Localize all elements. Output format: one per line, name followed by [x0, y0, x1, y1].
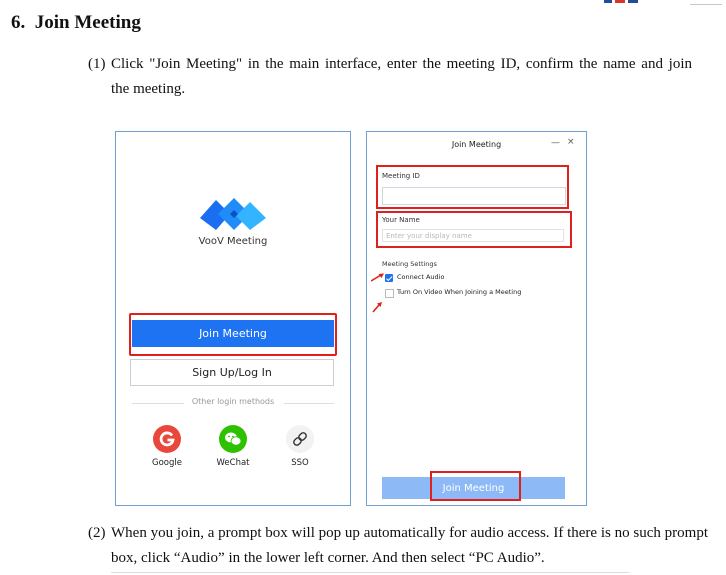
your-name-label: Your Name — [382, 216, 420, 224]
voov-main-screen — [115, 131, 351, 506]
header-logo-strip — [604, 0, 648, 4]
step-number: (2) — [88, 525, 106, 541]
sign-up-login-button[interactable]: Sign Up/Log In — [130, 359, 334, 386]
page-bottom-rule — [111, 572, 629, 573]
meeting-settings-label: Meeting Settings — [382, 260, 437, 268]
step-text-line-1: When you join, a prompt box will pop up automatically for audio access. If there is no such prompt — [111, 525, 708, 541]
section-heading: 6. Join Meeting — [11, 12, 141, 33]
dialog-join-highlight-box — [430, 471, 521, 501]
wechat-icon[interactable] — [219, 425, 247, 453]
video-on-checkbox[interactable] — [385, 289, 394, 298]
your-name-input[interactable]: Enter your display name — [382, 229, 564, 242]
arrow-icon — [371, 272, 385, 282]
step-text-line-1: Click "Join Meeting" in the main interface, enter the meeting ID, confirm the name and join — [111, 56, 692, 72]
google-label: Google — [152, 458, 182, 468]
app-name: VooV Meeting — [198, 236, 268, 247]
dialog-join-meeting-button[interactable]: Join Meeting — [382, 477, 565, 499]
step-2-paragraph — [88, 521, 708, 571]
step-text-line-2: the meeting. — [111, 81, 186, 97]
minimize-icon[interactable]: — — [551, 138, 560, 148]
voov-logo-icon — [200, 194, 266, 230]
link-icon[interactable] — [286, 425, 314, 453]
connect-audio-label: Connect Audio — [397, 273, 445, 281]
close-icon[interactable]: × — [567, 137, 575, 147]
step-text-line-2: box, click “Audio” in the lower left corner. And then select “PC Audio”. — [111, 550, 545, 566]
arrow-icon — [372, 301, 384, 313]
step-1-paragraph — [88, 52, 692, 102]
video-on-label: Turn On Video When Joining a Meeting — [397, 288, 522, 296]
sso-login[interactable] — [280, 425, 320, 468]
dialog-title: Join Meeting — [451, 140, 502, 149]
header-rule — [690, 0, 722, 5]
sso-label: SSO — [291, 458, 309, 468]
google-icon[interactable] — [153, 425, 181, 453]
step-number: (1) — [88, 56, 106, 72]
connect-audio-checkbox[interactable] — [385, 274, 393, 282]
join-meeting-dialog — [366, 131, 587, 506]
other-login-methods-label: Other login methods — [191, 397, 275, 406]
join-meeting-button[interactable]: Join Meeting — [132, 320, 334, 347]
meeting-id-input[interactable] — [382, 187, 566, 205]
google-login[interactable] — [147, 425, 187, 468]
wechat-label: WeChat — [216, 458, 250, 468]
meeting-id-label: Meeting ID — [382, 172, 420, 180]
wechat-login[interactable] — [213, 425, 253, 468]
join-button-highlight-box — [129, 313, 337, 356]
